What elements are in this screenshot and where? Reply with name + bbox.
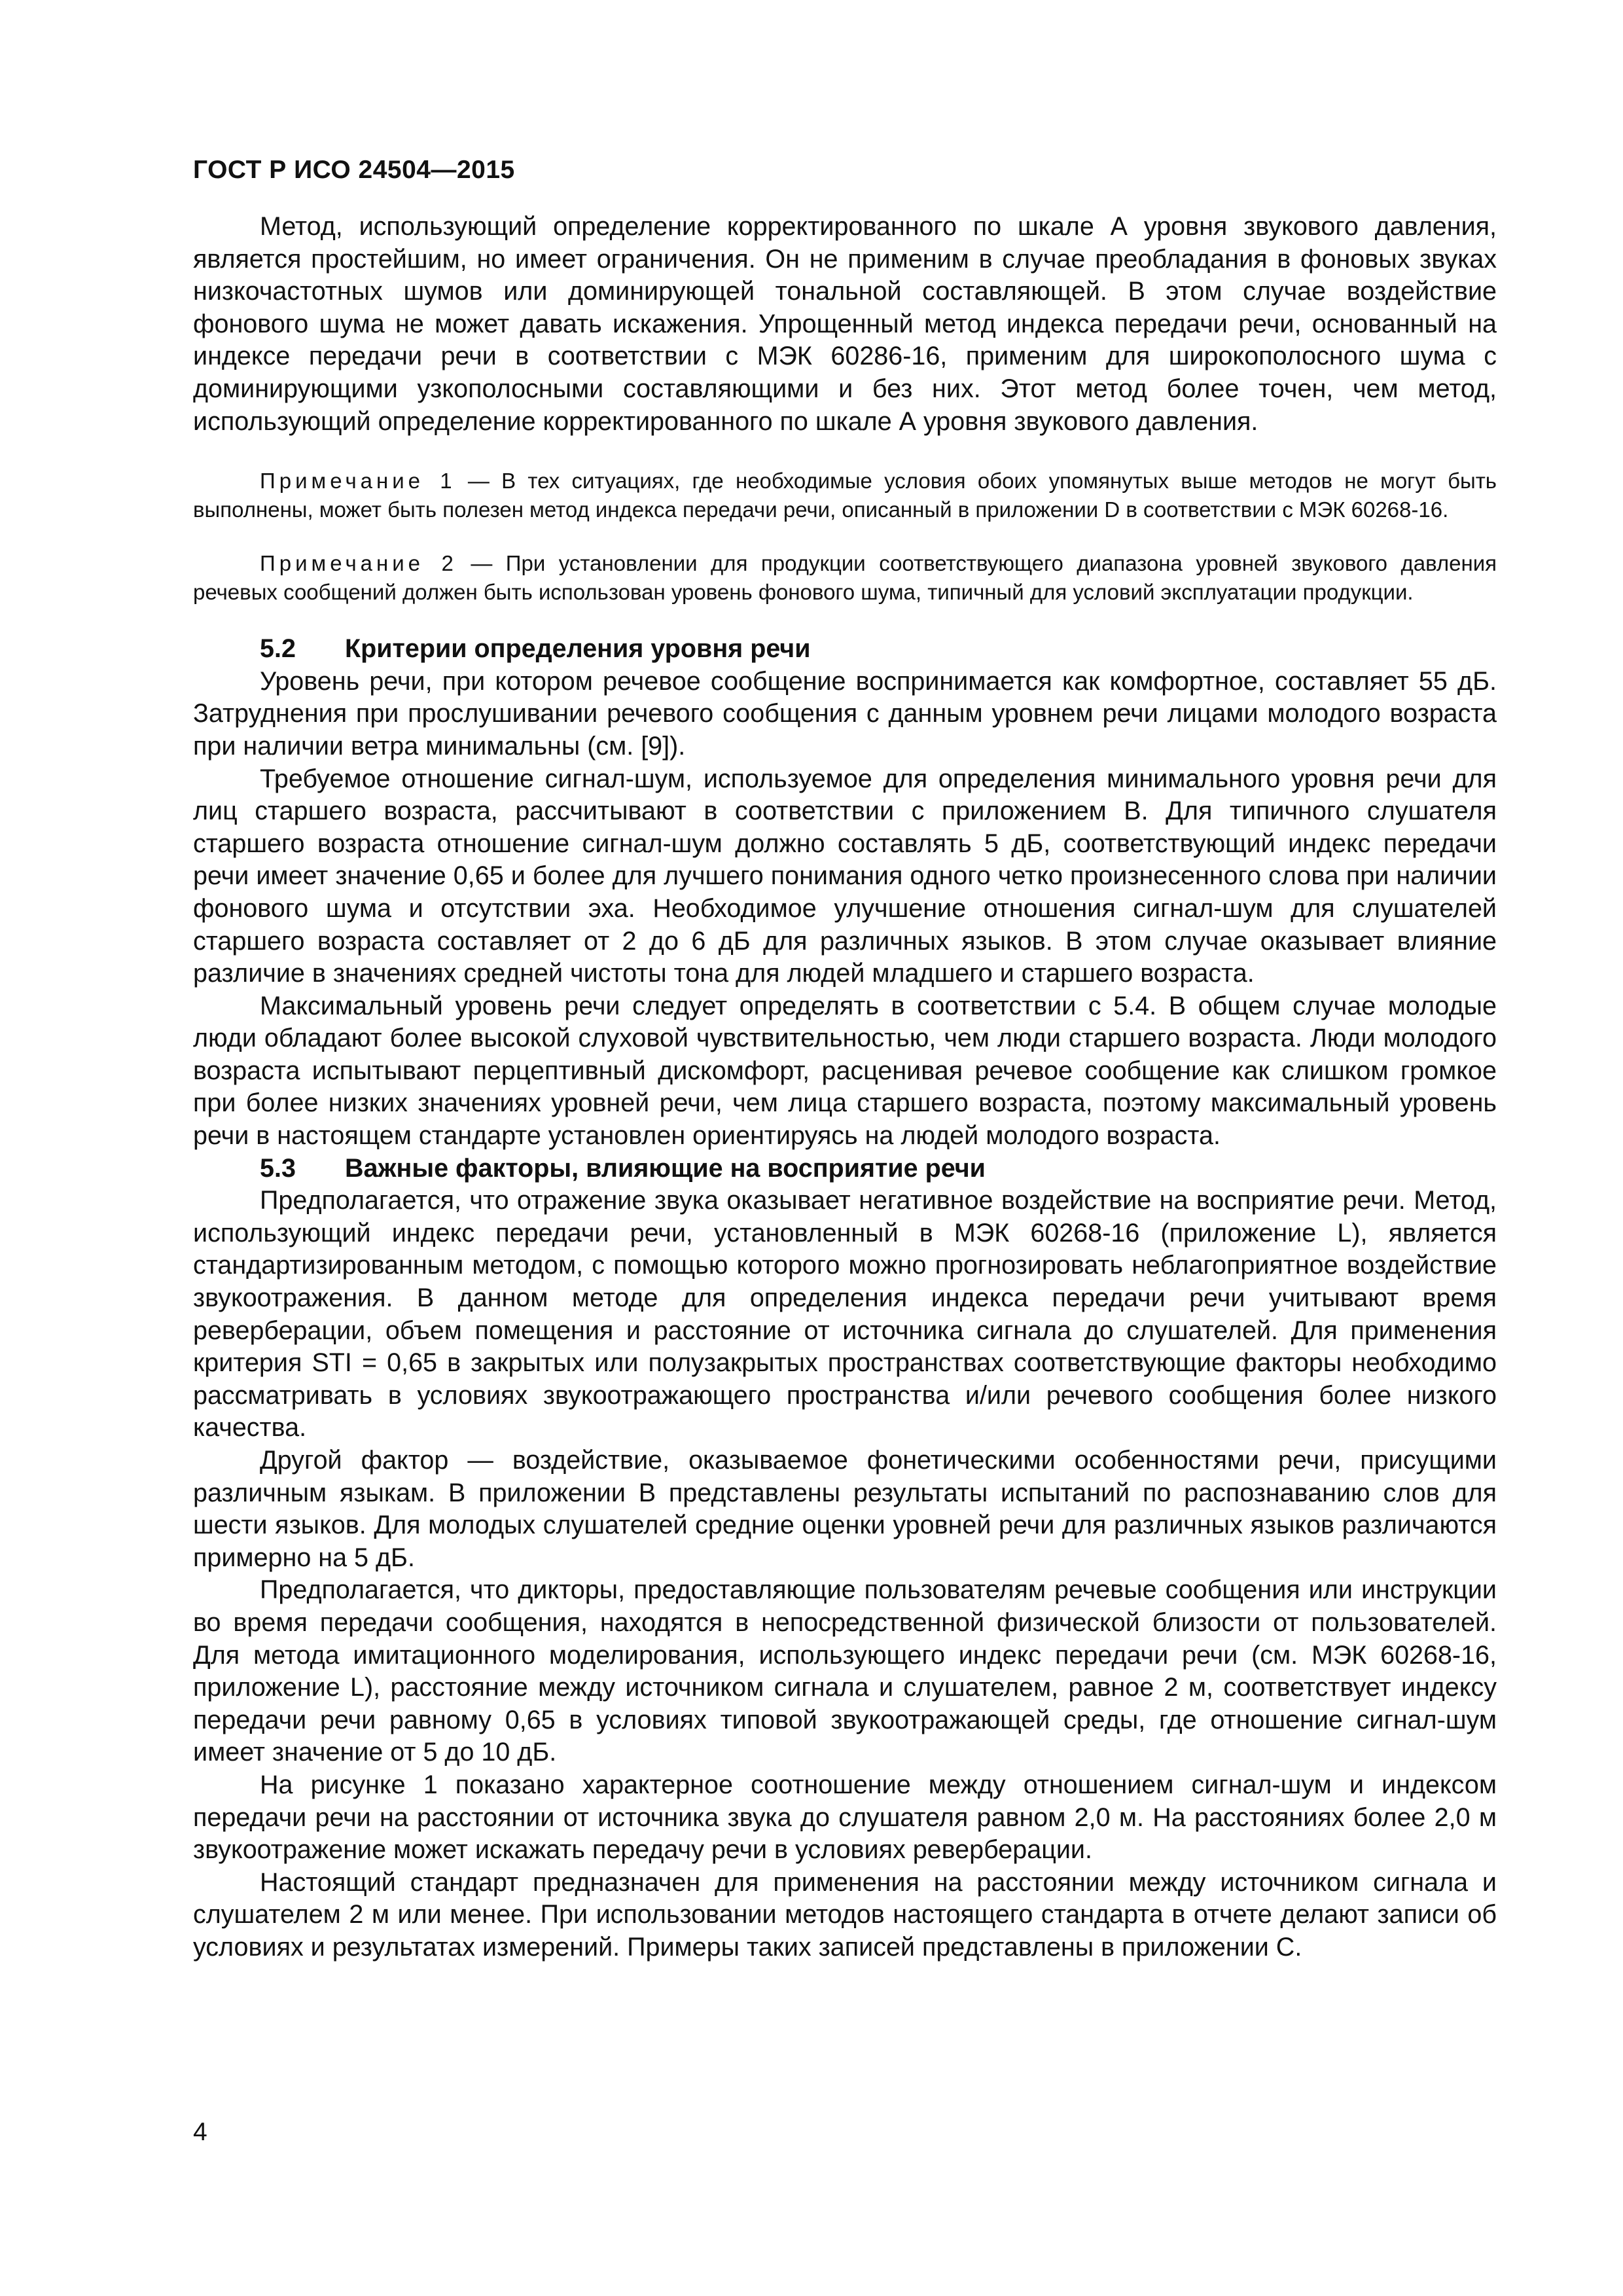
section-5-3-heading bbox=[193, 1153, 1497, 1185]
section-5-3-paragraph: Предполагается, что дикторы, предоставляющие пользователям речевые сообщения или инструкции во время передачи сообщения, находятся в непосредственной физической близости от пользователей. Для метода имитационного моделирования, использующего индекс передачи речи (см. МЭК 60268-16, приложение L), расстояние между источником сигнала и слушателем, равное 2 м, соответствует индексу передачи речи равному 0,65 в условиях типовой звукоотражающей среды, где отношение сигнал-шум имеет значение от 5 до 10 дБ. bbox=[193, 1575, 1497, 1767]
intro-paragraph: Метод, использующий определение корректированного по шкале А уровня звукового давления, является простейшим, но имеет ограничения. Он не применим в случае преобладания в фоновых звуках низкочастотных шумов или доминирующей тональной составляющей. В этом случае воздействие фонового шума не может давать искажения. Упрощенный метод индекса передачи речи, основанный на индексе передачи речи в соответствии с МЭК 60286-16, применим для широкополосного шума с доминирующими узкополосными составляющими и без них. Этот метод более точен, чем метод, использующий определение корректированного по шкале А уровня звукового давления. bbox=[193, 212, 1497, 436]
note-1 bbox=[193, 467, 1497, 524]
document-body bbox=[193, 211, 1497, 1964]
note-2-text: — При установлении для продукции соответствующего диапазона уровней звукового давления речевых сообщений должен быть использован уровень фонового шума, типичный для условий эксплуатации продукции. bbox=[193, 551, 1497, 605]
note-1-label: Примечание 1 bbox=[260, 469, 456, 493]
section-5-3-paragraph: Другой фактор — воздействие, оказываемое фонетическими особенностями речи, присущими различным языкам. В приложении В представлены результаты испытаний по распознаванию слов для шести языков. Для молодых слушателей средние оценки уровней речи для различных языков различаются примерно на 5 дБ. bbox=[193, 1446, 1497, 1572]
section-5-3-paragraph: На рисунке 1 показано характерное соотношение между отношением сигнал-шум и индексом передачи речи на расстоянии от источника звука до слушателя равном 2,0 м. На расстояниях более 2,0 м звукоотражение может искажать передачу речи в условиях реверберации. bbox=[193, 1770, 1497, 1865]
section-5-2-paragraph: Максимальный уровень речи следует определять в соответствии с 5.4. В общем случае молодые люди обладают более высокой слуховой чувствительностью, чем люди старшего возраста. Люди молодого возраста испытывают перцептивный дискомфорт, расценивая речевое сообщение как слишком громкое при более низких значениях уровней речи, чем лица старшего возраста, поэтому максимальный уровень речи в настоящем стандарте установлен ориентируясь на людей молодого возраста. bbox=[193, 991, 1497, 1151]
section-5-3-paragraph: Настоящий стандарт предназначен для применения на расстоянии между источником сигнала и слушателем 2 м или менее. При использовании методов настоящего стандарта в отчете делают записи об условиях и результатах измерений. Примеры таких записей представлены в приложении С. bbox=[193, 1867, 1497, 1962]
note-1-text: — В тех ситуациях, где необходимые условия обоих упомянутых выше методов не могут быть выполнены, может быть полезен метод индекса передачи речи, описанный в приложении D в соответствии с МЭК 60268-16. bbox=[193, 469, 1497, 522]
section-5-3-paragraph: Предполагается, что отражение звука оказывает негативное воздействие на восприятие речи. Метод, использующий индекс передачи речи, установленный в МЭК 60268-16 (приложение L), является стандартизированным методом, с помощью которого можно прогнозировать неблагоприятное воздействие звукоотражения. В данном методе для определения индекса передачи речи учитывают время реверберации, объем помещения и расстояние от источника сигнала до слушателей. Для применения критерия STI = 0,65 в закрытых или полузакрытых пространствах соответствующие факторы необходимо рассматривать в условиях звукоотражающего пространства и/или речевого сообщения более низкого качества. bbox=[193, 1186, 1497, 1443]
section-5-2-heading bbox=[193, 633, 1497, 666]
section-5-2-paragraph: Уровень речи, при котором речевое сообщение воспринимается как комфортное, составляет 55 дБ. Затруднения при прослушивании речевого сообщения с данным уровнем речи лицами молодого возраста при наличии ветра минимальны (см. [9]). bbox=[193, 666, 1497, 761]
section-5-3-title: Важные факторы, влияющие на восприятие речи bbox=[345, 1153, 986, 1183]
note-2 bbox=[193, 549, 1497, 607]
section-5-3-number: 5.3 bbox=[260, 1153, 296, 1183]
section-5-2-number: 5.2 bbox=[260, 634, 296, 664]
standard-header: ГОСТ Р ИСО 24504—2015 bbox=[193, 156, 515, 184]
section-5-2-title: Критерии определения уровня речи bbox=[345, 634, 811, 664]
section-5-2-paragraph: Требуемое отношение сигнал-шум, используемое для определения минимального уровня речи для лиц старшего возраста, рассчитывают в соответствии с приложением В. Для типичного слушателя старшего возраста отношение сигнал-шум должно составлять 5 дБ, соответствующий индекс передачи речи имеет значение 0,65 и более для лучшего понимания одного четко произнесенного слова при наличии фонового шума и отсутствии эха. Необходимое улучшение отношения сигнал-шум для слушателей старшего возраста составляет от 2 до 6 дБ для различных языков. В этом случае оказывает влияние различие в значениях средней чистоты тона для людей младшего и старшего возраста. bbox=[193, 764, 1497, 988]
note-2-label: Примечание 2 bbox=[260, 551, 457, 576]
page-number: 4 bbox=[193, 2118, 207, 2146]
